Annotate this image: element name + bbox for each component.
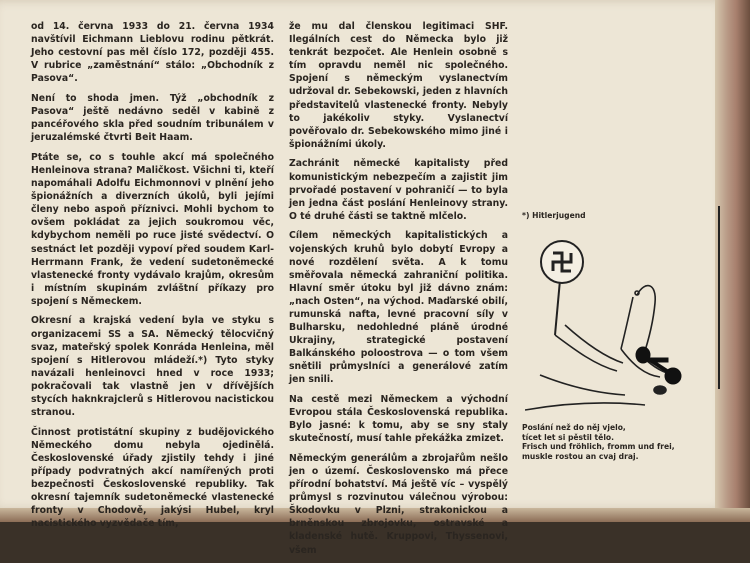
caption-line: tícet let si pěstil tělo. [522, 432, 615, 442]
caption-line: muskle rostou an cvaj draj. [522, 451, 639, 461]
swastika-sign-icon [541, 241, 583, 335]
paragraph: od 14. června 1933 do 21. června 1934 navštívil Eichmann Lieblovu rodinu pětkrát. Jeho cestovní pas měl číslo 172, později 455. V rubrice „zaměstnání“ stálo: „Obchodník z Pasova“. [31, 21, 274, 85]
dumbbell-icon [636, 347, 681, 384]
text-column-left [31, 20, 274, 537]
paragraph: Činnost protistátní skupiny z budějovického Německého domu nebyla ojedinělá. Československé úřady zjistily tehdy i jiné případy podvratných akcí namířených proti bezpečnosti Československé republiky. Tak okresní tajemník sudetoněmecké vlastenecké fronty v Chodově, jakýsi Hubel, kryl nacistického vyzvědače tím, [31, 426, 274, 530]
paragraph: Ptáte se, co s touhle akcí má společného Henleinova strana? Maličkost. Všichni ti, kteří napomáhali Adolfu Eichmonnovi v plnění jeho špionážních a diverzních úkolů, byli jejími členy nebo aspoň příznivci. Mohli bychom to ovšem pokládat za jejich soukromou věc, kdybychom neměli po ruce jisté svědectví. O sestnáct let později vypoví před soudem Karl-Herrmann Frank, že vedení sudetoněmecké vlastenecké fronty vydávalo krajům, okresům i místním skupinám zvláštní příkazy pro spojení s Německem. [31, 151, 274, 307]
paragraph: Zachránit německé kapitalisty před komunistickým nebezpečím a zajistit jim prvořadé postavení v pohraničí — to byla jen jedna část poslání Henleinovy strany. O té druhé části se taktně mlčelo. [289, 158, 508, 222]
footnote: *) Hitlerjugend [522, 211, 586, 220]
caricature-figure-icon [525, 286, 675, 410]
caption-line: Poslání než do něj vjelo, [522, 423, 626, 432]
page-edge [715, 0, 750, 522]
paragraph: Není to shoda jmen. Týž „obchodník z Pasova“ ještě nedávno seděl v kabině z pancéřového skla před soudním tribunálem v jeruzalémské čtvrti Beit Haam. [31, 92, 274, 144]
paragraph: Okresní a krajská vedení byla ve styku s organizacemi SS a SA. Německý tělocvičný svaz, mateřský spolek Konráda Henleina, měl spojení s Hitlerovou mládeží.*) Tyto styky navázali henleinovci hned v roce 1933; pokračovali tak vlastně jen v dřívějších stycích haknkrajclerů s Hitlerovou nacistickou stranou. [31, 315, 274, 419]
margin-rule [718, 206, 720, 389]
paragraph: Cílem německých kapitalistických a vojenských kruhů bylo dobytí Evropy a nové rozdělení světa. A k tomu směřovala německá zahraniční politika. Hlavní směr útoku byl již dávno znám: „nach Osten“, na východ. Maďarské obilí, rumunská nafta, levné pracovní síly v Bulharsku, nedohledné pláně úrodné Ukrajiny, strategické postavení Balkánského poloostrova — o tom všem snětili průmyslníci a generálové zatím jen snili. [289, 230, 508, 386]
illustration-caption [522, 423, 712, 461]
caption-line: Frisch und fröhlich, fromm und frei, [522, 442, 675, 451]
paragraph: Na cestě mezi Německem a východní Evropou stála Československá republika. Bylo jasné: k tomu, aby se sny staly skutečností, musí tahle překážka zmizet. [289, 394, 508, 445]
paragraph: že mu dal členskou legitimaci SHF. Ilegálních cest do Německa bylo již tenkrát bezpočet. Ale Henlein osobně s tím opravdu neměl nic společného. Spojení s německým vyslanectvím udržoval dr. Sebekowski, jeden z hlavních představitelů vlastenecké fronty. Nebyly to jakékoliv styky. Vyslanectví pověřovalo dr. Sebekowského mimo jiné i špionážními úkoly. [289, 21, 508, 150]
paragraph: Německým generálům a zbrojařům nešlo jen o území. Československo má přece přírodní bohatství. Má ještě víc – vyspělý průmysl s rozvinutou válečnou výrobou: Škodovku v Plzni, strakonickou a brněnskou zbrojovku, ostravské a kladenské hutě. Kruppovi, Thyssenovi, všem [289, 452, 508, 556]
cartoon-illustration [525, 225, 715, 420]
text-column-middle [289, 20, 508, 563]
